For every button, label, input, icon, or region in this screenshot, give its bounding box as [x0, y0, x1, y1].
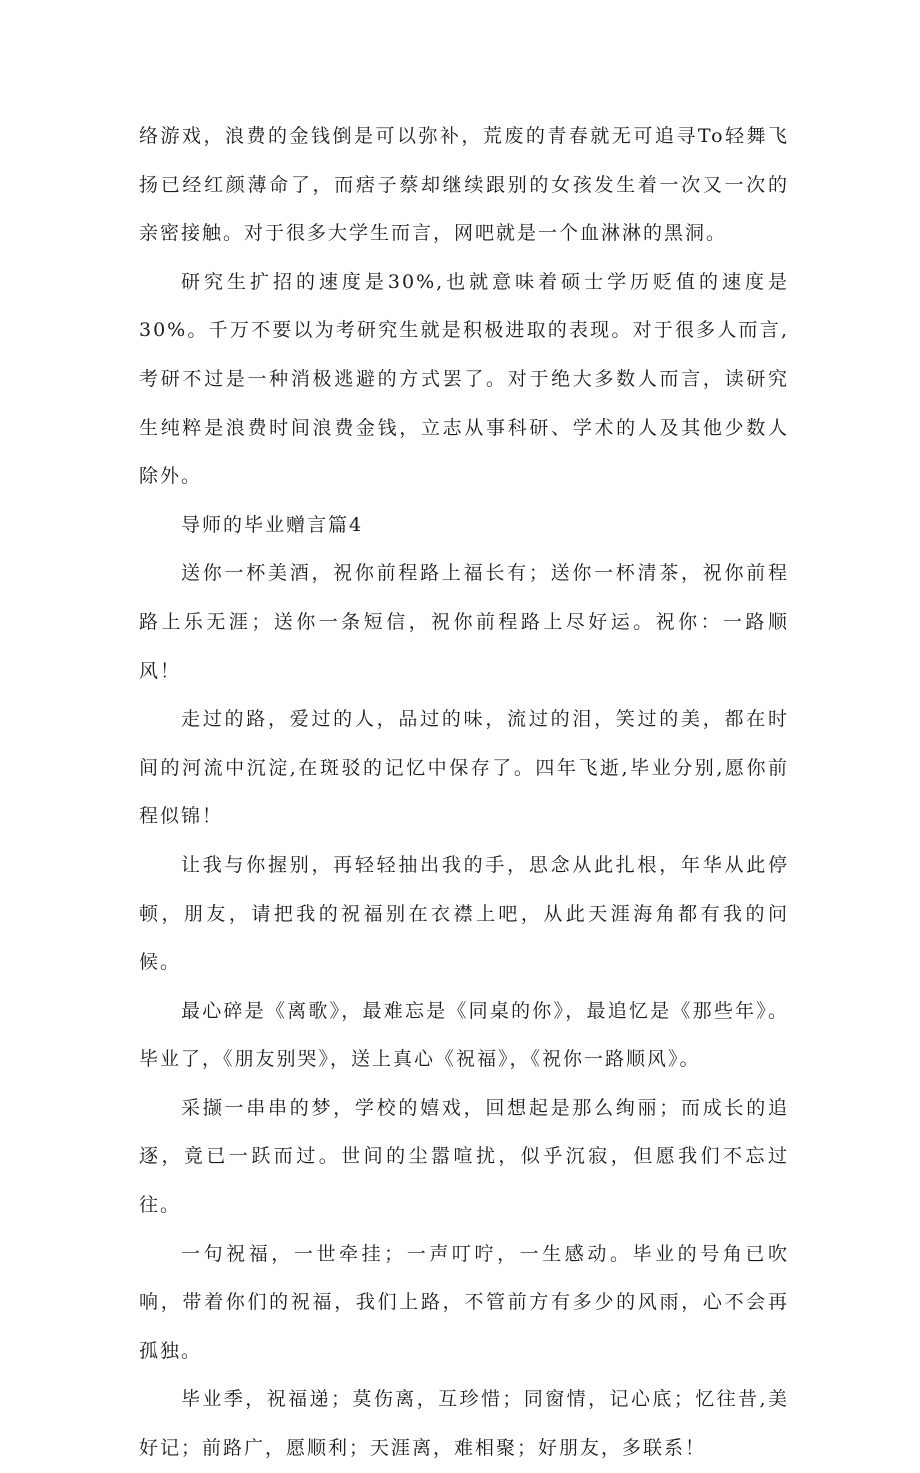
document-body — [139, 112, 789, 1473]
paragraph-10: 毕业季，祝福递；莫伤离，互珍惜；同窗情，记心底；忆往昔,美好记；前路广，愿顺利；天涯离，难相聚；好朋友，多联系！ — [139, 1388, 789, 1460]
section-heading: 导师的毕业赠言篇4 — [181, 513, 364, 536]
paragraph-9: 一句祝福，一世牵挂；一声叮咛，一生感动。毕业的号角已吹响，带着你们的祝福，我们上路，不管前方有多少的风雨，心不会再孤独。 — [139, 1242, 789, 1362]
paragraph-8: 采撷一串串的梦，学校的嬉戏，回想起是那么绚丽；而成长的追逐，竟已一跃而过。世间的尘嚣喧扰，似乎沉寂，但愿我们不忘过往。 — [139, 1096, 789, 1217]
paragraph-5: 走过的路，爱过的人，品过的味，流过的泪，笑过的美，都在时间的河流中沉淀,在斑驳的记忆中保存了。四年飞逝,毕业分别,愿你前程似锦！ — [139, 708, 789, 828]
paragraph-2: 研究生扩招的速度是30%,也就意味着硕士学历贬值的速度是30%。千万不要以为考研究生就是积极进取的表现。对于很多人而言,考研不过是一种消极逃避的方式罢了。对于绝大多数人而言，读研究生纯粹是浪费时间浪费金钱，立志从事科研、学术的人及其他少数人除外。 — [139, 270, 789, 488]
paragraph-4: 送你一杯美酒，祝你前程路上福长有；送你一杯清茶，祝你前程路上乐无涯；送你一条短信，祝你前程路上尽好运。祝你：一路顺风！ — [139, 562, 789, 682]
paragraph-6: 让我与你握别，再轻轻抽出我的手，思念从此扎根，年华从此停顿，朋友，请把我的祝福别在衣襟上吧，从此天涯海角都有我的问候。 — [139, 853, 789, 974]
paragraph-7: 最心碎是《离歌》，最难忘是《同桌的你》，最追忆是《那些年》。毕业了，《朋友别哭》，送上真心《祝福》，《祝你一路顺风》。 — [139, 999, 789, 1071]
paragraph-1: 络游戏，浪费的金钱倒是可以弥补，荒废的青春就无可追寻To轻舞飞扬已经红颜薄命了，而痞子蔡却继续跟别的女孩发生着一次又一次的亲密接触。对于很多大学生而言，网吧就是一个血淋淋的黑洞。 — [139, 125, 789, 245]
